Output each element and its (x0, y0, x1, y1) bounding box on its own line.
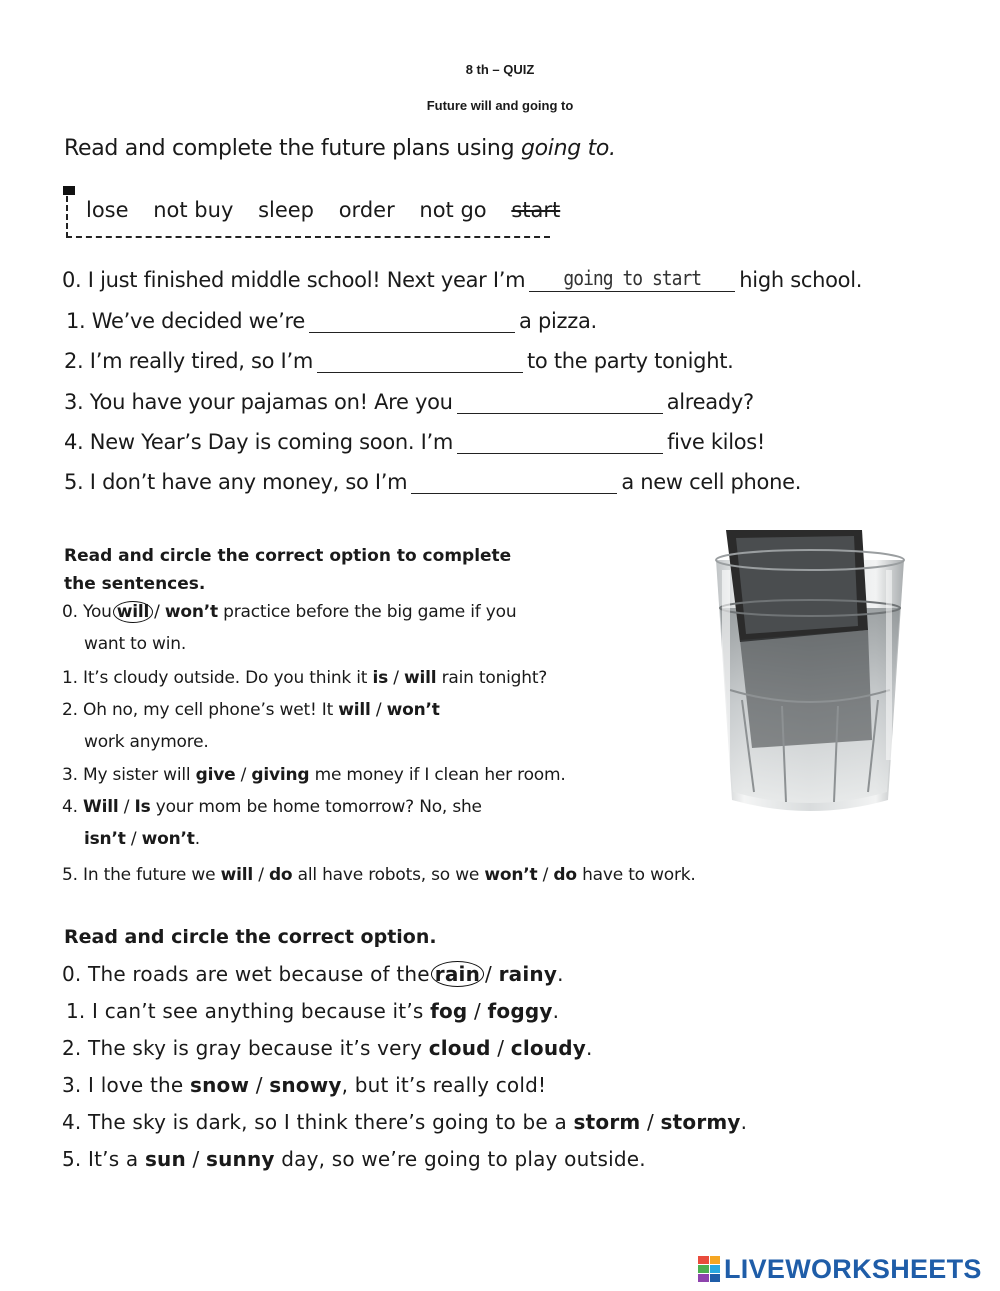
answer-blank[interactable] (457, 431, 663, 454)
item-text: 5. It’s a (62, 1147, 139, 1171)
section2-item-2-cont: work anymore. (84, 732, 209, 752)
section3-item-5 (62, 1147, 646, 1171)
option[interactable]: isn’t (84, 829, 126, 849)
section2-item-4 (62, 797, 482, 817)
option[interactable]: will (338, 700, 371, 720)
answer-blank[interactable] (529, 266, 735, 292)
option[interactable]: giving (251, 765, 310, 785)
pin-icon (63, 186, 75, 195)
item-text: 0. The roads are wet because of the (62, 962, 430, 986)
section1-item-5 (64, 470, 801, 494)
answer-blank[interactable] (317, 350, 523, 373)
option[interactable]: foggy (487, 999, 553, 1023)
option[interactable]: snow (189, 1073, 250, 1097)
item-text: 1. I can’t see anything because it’s (66, 999, 424, 1023)
word-bank-word-struck: start (511, 198, 561, 222)
item-text: day, so we’re going to play outside. (281, 1147, 646, 1171)
section3-item-1 (66, 999, 559, 1023)
item-text: 0. You (62, 602, 112, 622)
section3-item-3 (62, 1073, 546, 1097)
item-text: 2. Oh no, my cell phone’s wet! It (62, 700, 334, 720)
option-circled[interactable]: rain (431, 961, 484, 987)
item-text: . (552, 999, 560, 1023)
section1-instruction (64, 136, 616, 161)
section3-instruction: Read and circle the correct option. (64, 926, 437, 948)
word-bank-words (86, 198, 578, 222)
item-text-before: 2. I’m really tired, so I’m (64, 349, 313, 373)
option-separator: / (123, 797, 130, 817)
option[interactable]: Is (134, 797, 151, 817)
option-separator: / (542, 865, 549, 885)
section2-item-1 (62, 668, 547, 688)
item-text-before: 0. I just finished middle school! Next year I’m (62, 268, 526, 292)
section2-instruction-line1: Read and circle the correct option to complete (64, 546, 512, 566)
item-text: 5. In the future we (62, 865, 216, 885)
section3-item-2 (62, 1036, 593, 1060)
item-text: 3. My sister will (62, 765, 191, 785)
answer-blank[interactable] (411, 471, 617, 494)
section3-item-0 (62, 962, 564, 986)
section1-item-4 (64, 430, 765, 454)
option[interactable]: rainy (498, 962, 558, 986)
quiz-subtitle: Future will and going to (426, 98, 574, 113)
section1-item-0 (62, 268, 862, 292)
section2-item-0-cont: want to win. (84, 634, 187, 654)
item-text: . (557, 962, 564, 986)
section1-item-1 (66, 309, 597, 333)
item-text-before: 4. New Year’s Day is coming soon. I’m (64, 430, 454, 454)
option[interactable]: sun (144, 1147, 186, 1171)
option[interactable]: is (372, 668, 389, 688)
word-bank-word: lose (86, 198, 129, 222)
item-text-before: 1. We’ve decided we’re (66, 309, 306, 333)
quiz-title: 8 th – QUIZ (465, 62, 535, 77)
section1-item-3 (64, 390, 754, 414)
option[interactable]: won’t (141, 829, 195, 849)
option[interactable]: fog (430, 999, 468, 1023)
liveworksheets-brand: LIVEWORKSHEETS (724, 1253, 982, 1284)
section3-item-4 (62, 1110, 747, 1134)
liveworksheets-logo-icon (698, 1256, 720, 1282)
section2-item-2 (62, 700, 440, 720)
item-text-after: high school. (739, 268, 863, 292)
phone-in-water-glass-image (712, 530, 908, 822)
option[interactable]: give (195, 765, 236, 785)
option[interactable]: won’t (164, 602, 218, 622)
item-text-before: 5. I don’t have any money, so I’m (64, 470, 408, 494)
option[interactable]: do (553, 865, 577, 885)
section1-instruction-text: Read and complete the future plans using (64, 136, 521, 161)
option-separator: / (474, 999, 481, 1023)
section1-instruction-italic: going to. (520, 136, 616, 161)
option-separator: / (192, 1147, 200, 1171)
item-text: your mom be home tomorrow? No, she (155, 797, 482, 817)
word-bank-word: order (338, 198, 395, 222)
item-text: . (194, 829, 200, 849)
item-text-before: 3. You have your pajamas on! Are you (64, 390, 453, 414)
option[interactable]: will (220, 865, 253, 885)
item-text: . (586, 1036, 593, 1060)
option-separator: / (154, 602, 160, 622)
answer-blank[interactable] (309, 310, 515, 333)
section2-item-0 (62, 602, 516, 622)
item-text: all have robots, so we (297, 865, 480, 885)
option-circled[interactable]: will (113, 601, 153, 623)
option-separator: / (255, 1073, 263, 1097)
option[interactable]: won’t (484, 865, 538, 885)
section1-item-2 (64, 349, 734, 373)
option-separator: / (497, 1036, 505, 1060)
liveworksheets-logo (698, 1254, 982, 1284)
item-text: . (740, 1110, 748, 1134)
item-text: 2. The sky is gray because it’s very (62, 1036, 423, 1060)
option[interactable]: sunny (206, 1147, 275, 1171)
item-text-after: a pizza. (519, 309, 597, 333)
section2-instruction (64, 542, 511, 598)
item-text: 4. The sky is dark, so I think there’s going to be a (62, 1110, 567, 1134)
option-separator: / (240, 765, 247, 785)
answer-text: going to start (563, 266, 702, 291)
option[interactable]: stormy (660, 1110, 741, 1134)
option[interactable]: will (404, 668, 437, 688)
item-text: 3. I love the (62, 1073, 184, 1097)
option[interactable]: storm (573, 1110, 641, 1134)
option[interactable]: cloud (428, 1036, 491, 1060)
item-text-after: already? (666, 390, 754, 414)
item-text-after: five kilos! (667, 430, 766, 454)
item-text: rain tonight? (441, 668, 548, 688)
option[interactable]: Will (83, 797, 119, 817)
option-separator: / (258, 865, 264, 885)
option-separator: / (647, 1110, 654, 1134)
section2-item-3 (62, 765, 566, 785)
item-text: practice before the big game if you (223, 602, 517, 622)
option-separator: / (130, 829, 137, 849)
option[interactable]: snowy (269, 1073, 342, 1097)
word-bank-word: not buy (153, 198, 234, 222)
item-text: have to work. (582, 865, 696, 885)
item-text: me money if I clean her room. (314, 765, 566, 785)
option-separator: / (485, 962, 492, 986)
word-bank-word: not go (419, 198, 487, 222)
item-text: , but it’s really cold! (341, 1073, 547, 1097)
item-text-after: a new cell phone. (621, 470, 802, 494)
section2-item-5 (62, 865, 696, 885)
option[interactable]: won’t (386, 700, 440, 720)
option-separator: / (393, 668, 399, 688)
item-text-after: to the party tonight. (526, 349, 734, 373)
item-text: 4. (62, 797, 78, 817)
option[interactable]: do (268, 865, 293, 885)
word-bank (66, 186, 561, 238)
word-bank-word: sleep (258, 198, 315, 222)
option[interactable]: cloudy (510, 1036, 587, 1060)
answer-blank[interactable] (457, 391, 663, 414)
item-text: 1. It’s cloudy outside. Do you think it (62, 668, 368, 688)
section2-instruction-line2: the sentences. (64, 574, 206, 594)
section2-item-4-cont (84, 829, 200, 849)
option-separator: / (375, 700, 382, 720)
